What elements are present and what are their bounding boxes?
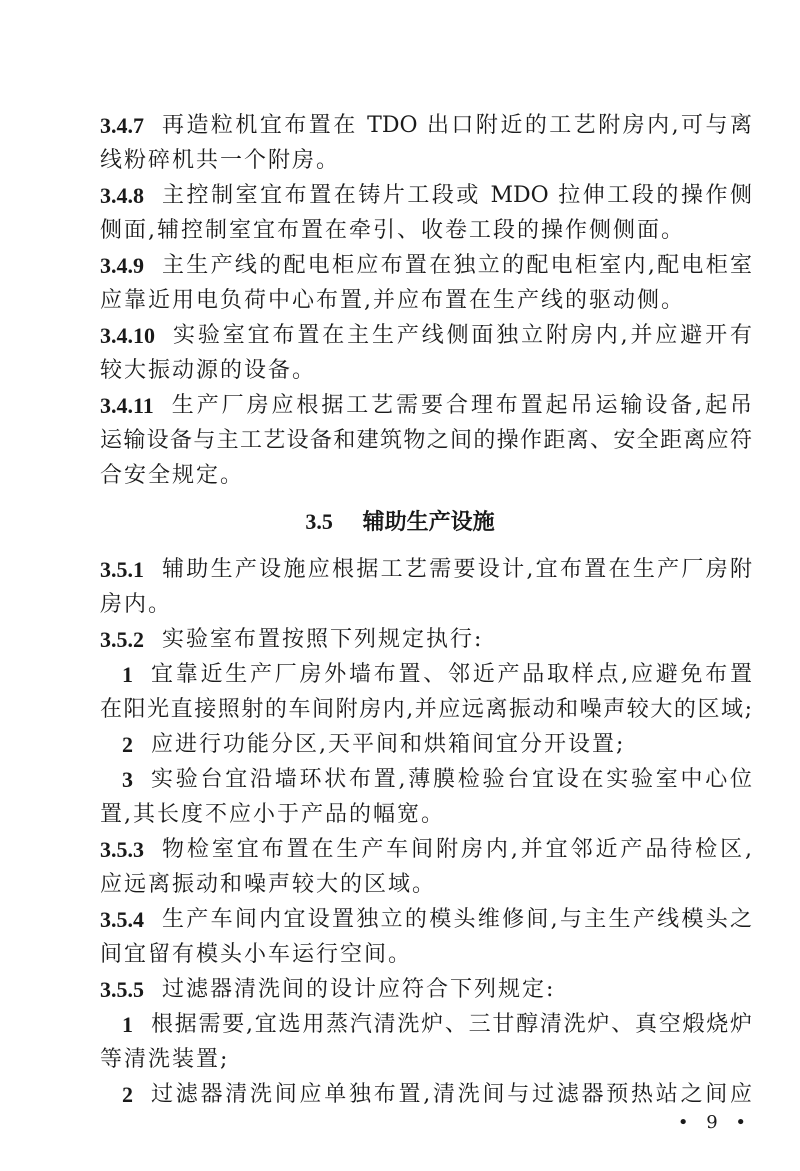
- clause-continuation-line: [100, 692, 752, 727]
- clause-line: [100, 178, 752, 213]
- clause-number: 3.4.7: [100, 113, 144, 138]
- clause-continuation-line: [100, 867, 752, 902]
- clause-text: 实验室布置按照下列规定执行:: [162, 627, 484, 652]
- clause-number: 3.5.5: [100, 977, 144, 1002]
- clause-line: [122, 762, 752, 797]
- clause-text: 置,其长度不应小于产品的幅宽。: [100, 802, 445, 827]
- clause-text: 根据需要,宜选用蒸汽清洗炉、三甘醇清洗炉、真空煅烧炉: [151, 1012, 752, 1037]
- clause-number: 2: [122, 732, 133, 757]
- clause-text: 在阳光直接照射的车间附房内,并应远离振动和噪声较大的区域;: [100, 697, 752, 722]
- clause-continuation-line: [100, 423, 752, 458]
- clause-text: 合安全规定。: [100, 463, 245, 488]
- clause-line: [100, 552, 752, 587]
- clause-number: 3: [122, 767, 133, 792]
- clause-number: 3.5.1: [100, 557, 144, 582]
- clause-number: 1: [122, 662, 133, 687]
- clause-text: 主控制室宜布置在铸片工段或 MDO 拉伸工段的操作侧: [162, 183, 752, 208]
- clause-number: 3.4.8: [100, 183, 144, 208]
- clause-line: [100, 388, 752, 423]
- clause-continuation-line: [100, 283, 752, 318]
- clause-continuation-line: [100, 587, 752, 622]
- clause-line: [100, 832, 752, 867]
- clause-text: 间宜留有模头小车运行空间。: [100, 942, 413, 967]
- clause-text: 物检室宜布置在生产车间附房内,并宜邻近产品待检区,: [162, 837, 752, 862]
- clause-text: 生产车间内宜设置独立的模头维修间,与主生产线模头之: [162, 907, 752, 932]
- clause-text: 运输设备与主工艺设备和建筑物之间的操作距离、安全距离应符: [100, 428, 752, 453]
- clause-number: 3.5.4: [100, 907, 144, 932]
- clause-number: 2: [122, 1082, 133, 1107]
- section-heading: [0, 505, 800, 536]
- clause-text: 应靠近用电负荷中心布置,并应布置在生产线的驱动侧。: [100, 288, 685, 313]
- clause-line: [100, 318, 752, 353]
- clause-text: 侧面,辅控制室宜布置在牵引、收卷工段的操作侧侧面。: [100, 218, 685, 243]
- section-number: 3.5: [305, 509, 333, 534]
- clause-line: [122, 1077, 752, 1112]
- clause-text: 宜靠近生产厂房外墙布置、邻近产品取样点,应避免布置: [151, 662, 752, 687]
- clause-text: 较大振动源的设备。: [100, 358, 317, 383]
- clause-number: 3.5.3: [100, 837, 144, 862]
- clause-continuation-line: [100, 937, 752, 972]
- clause-line: [122, 657, 752, 692]
- clause-continuation-line: [100, 143, 752, 178]
- section-title: 辅助生产设施: [362, 509, 495, 535]
- clause-text: 应远离振动和噪声较大的区域。: [100, 872, 437, 897]
- clause-text: 再造粒机宜布置在 TDO 出口附近的工艺附房内,可与离: [162, 113, 752, 138]
- clause-text: 应进行功能分区,天平间和烘箱间宜分开设置;: [151, 732, 626, 757]
- clause-text: 主生产线的配电柜应布置在独立的配电柜室内,配电柜室: [162, 253, 752, 278]
- clause-number: 1: [122, 1012, 133, 1037]
- page-number: • 9 •: [677, 1112, 752, 1133]
- clause-line: [122, 727, 752, 762]
- clause-line: [100, 902, 752, 937]
- clause-continuation-line: [100, 353, 752, 388]
- clause-text: 辅助生产设施应根据工艺需要设计,宜布置在生产厂房附: [162, 557, 752, 582]
- clause-line: [100, 248, 752, 283]
- clause-text: 等清洗装置;: [100, 1047, 230, 1072]
- clause-number: 3.4.9: [100, 253, 144, 278]
- clause-line: [100, 108, 752, 143]
- clause-number: 3.5.2: [100, 627, 144, 652]
- clause-continuation-line: [100, 458, 752, 493]
- clause-number: 3.4.11: [100, 393, 154, 418]
- clause-text: 线粉碎机共一个附房。: [100, 148, 341, 173]
- clause-text: 过滤器清洗间应单独布置,清洗间与过滤器预热站之间应: [151, 1082, 752, 1107]
- clause-continuation-line: [100, 213, 752, 248]
- clause-line: [100, 622, 752, 657]
- clause-text: 过滤器清洗间的设计应符合下列规定:: [162, 977, 556, 1002]
- clause-text: 实验室宜布置在主生产线侧面独立附房内,并应避开有: [173, 323, 752, 348]
- clause-line: [122, 1007, 752, 1042]
- clause-continuation-line: [100, 1042, 752, 1077]
- clause-text: 生产厂房应根据工艺需要合理布置起吊运输设备,起吊: [171, 393, 752, 418]
- clause-line: [100, 972, 752, 1007]
- clause-text: 实验台宜沿墙环状布置,薄膜检验台宜设在实验室中心位: [151, 767, 752, 792]
- clause-text: 房内。: [100, 592, 173, 617]
- clause-continuation-line: [100, 797, 752, 832]
- clause-number: 3.4.10: [100, 323, 155, 348]
